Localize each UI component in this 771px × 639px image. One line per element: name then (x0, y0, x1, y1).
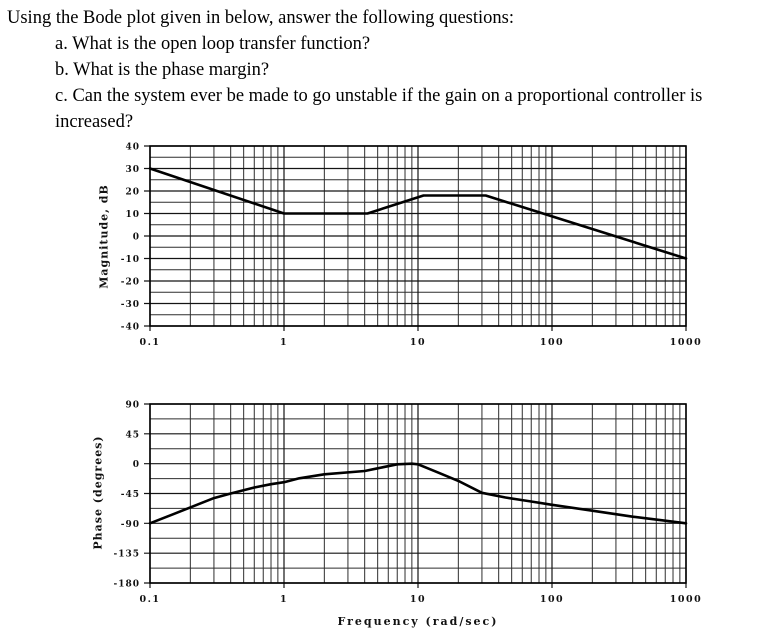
magnitude-y-tick-label: -10 (120, 255, 140, 265)
frequency-axis-label: Frequency (rad/sec) (337, 615, 499, 628)
magnitude-y-tick-label: 40 (125, 142, 140, 153)
phase-x-tick-label: 10 (409, 594, 427, 605)
magnitude-y-tick-label: 20 (125, 187, 140, 198)
question-line-a: a. What is the open loop transfer function? (55, 34, 371, 54)
magnitude-x-tick-label: 100 (539, 337, 565, 348)
magnitude-x-tick-label: 0.1 (139, 337, 161, 348)
phase-y-tick-label: -135 (113, 549, 140, 560)
magnitude-x-tick-label: 1 (279, 337, 289, 348)
magnitude-x-tick-label: 10 (409, 337, 427, 348)
phase-y-tick-label: -180 (113, 579, 140, 590)
phase-x-tick-label: 0.1 (139, 594, 161, 605)
question-line-b: b. What is the phase margin? (55, 60, 270, 80)
phase-y-tick-label: 45 (125, 430, 140, 441)
phase-x-tick-label: 1 (279, 594, 289, 605)
magnitude-y-tick-label: -20 (120, 277, 140, 288)
phase-y-tick-label: -90 (120, 519, 140, 530)
magnitude-grid-major (144, 146, 686, 331)
phase-x-tick-label: 100 (539, 594, 565, 605)
magnitude-y-tick-label: 0 (132, 232, 140, 243)
phase-axis-label: Phase (degrees) (91, 435, 105, 550)
phase-y-tick-label: 90 (125, 400, 140, 411)
magnitude-y-tick-label: -40 (120, 322, 140, 333)
question-line-intro: Using the Bode plot given in below, answer the following questions: (7, 8, 514, 28)
magnitude-y-tick-label: 30 (125, 165, 140, 175)
phase-y-tick-label: 0 (132, 460, 140, 471)
phase-y-tick-label: -45 (120, 490, 140, 500)
magnitude-y-tick-label: 10 (125, 210, 140, 220)
phase-x-tick-label: 1000 (669, 594, 703, 605)
magnitude-y-tick-label: -30 (120, 300, 140, 310)
question-line-c: c. Can the system ever be made to go unstable if the gain on a proportional controller is (55, 86, 703, 106)
phase-plot (113, 401, 702, 606)
magnitude-axis-label: Magnitude, dB (97, 184, 111, 289)
magnitude-x-tick-label: 1000 (669, 337, 703, 348)
magnitude-plot (121, 143, 702, 349)
question-line-c-cont: increased? (55, 112, 134, 132)
